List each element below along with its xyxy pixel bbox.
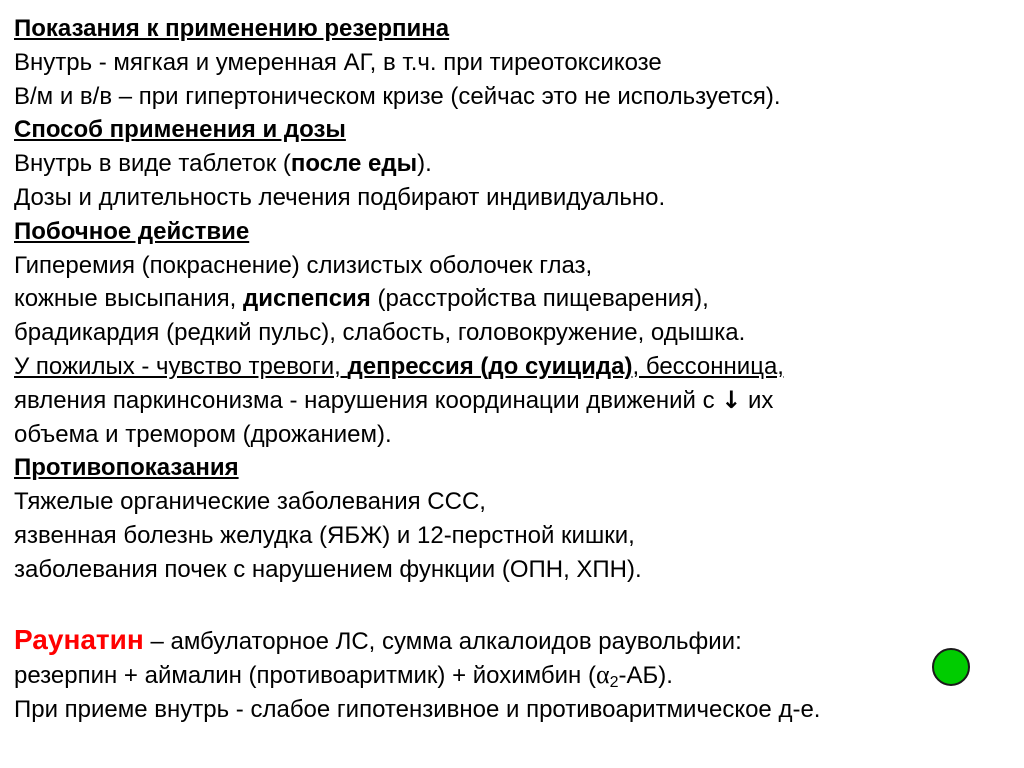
side-effects-line-4-pre: У пожилых - чувство тревоги,	[14, 352, 348, 380]
contraindications-line-3: заболевания почек с нарушением функции (ОПН, ХПН).	[14, 555, 642, 583]
down-arrow-icon: ↓	[721, 385, 742, 414]
raunatin-line-2	[14, 658, 1014, 693]
side-effects-line-4-underlined	[14, 353, 784, 380]
side-effects-line-5	[14, 384, 1014, 418]
raunatin-line-1-rest: – амбулаторное ЛС, сумма алкалоидов раувольфии:	[143, 627, 742, 655]
side-effects-line-4-bold: депрессия (до суицида)	[347, 352, 633, 380]
side-effects-line-4-post: , бессонница,	[632, 352, 784, 380]
heading-contraindications: Противопоказания	[14, 454, 239, 482]
side-effects-line-2-pre: кожные высыпания,	[14, 285, 244, 313]
green-circle-icon	[932, 648, 970, 686]
raunatin-line-2-pre: резерпин + аймалин (противоаритмик) + йохимбин (	[14, 662, 596, 690]
side-effects-line-2	[14, 282, 1014, 316]
alpha-subscript: 2	[609, 674, 619, 692]
side-effects-line-4	[14, 350, 1014, 384]
section-spacer	[14, 587, 1014, 623]
side-effects-line-5-post: их	[741, 386, 774, 414]
dosing-line-1-pre: Внутрь в виде таблеток (	[14, 150, 291, 178]
alpha-symbol: α	[595, 660, 610, 690]
dosing-line-2: Дозы и длительность лечения подбирают индивидуально.	[14, 183, 666, 211]
side-effects-line-2-bold: диспепсия	[243, 285, 371, 313]
heading-side-effects: Побочное действие	[14, 217, 250, 245]
dosing-line-1-bold: после еды	[290, 150, 418, 178]
indications-line-1: Внутрь - мягкая и умеренная АГ, в т.ч. при тиреотоксикозе	[14, 48, 662, 76]
heading-indications: Показания к применению резерпина	[14, 15, 450, 42]
side-effects-line-3: брадикардия (редкий пульс), слабость, головокружение, одышка.	[14, 319, 746, 347]
side-effects-line-6: объема и тремором (дрожанием).	[14, 420, 392, 448]
side-effects-line-1: Гиперемия (покраснение) слизистых оболочек глаз,	[14, 251, 593, 279]
slide-content	[14, 12, 1014, 727]
raunatin-title: Раунатин	[14, 623, 144, 655]
raunatin-line-1	[14, 623, 1014, 659]
contraindications-line-2: язвенная болезнь желудка (ЯБЖ) и 12-перстной кишки,	[14, 521, 635, 549]
contraindications-line-1: Тяжелые органические заболевания ССС,	[14, 488, 486, 516]
side-effects-line-5-pre: явления паркинсонизма - нарушения координации движений с	[14, 386, 722, 414]
indications-line-2: В/м и в/в – при гипертоническом кризе (сейчас это не используется).	[14, 82, 781, 110]
heading-dosing: Способ применения и дозы	[14, 116, 346, 144]
dosing-line-1-post: ).	[417, 150, 432, 178]
dosing-line-1	[14, 147, 1014, 181]
raunatin-line-3: При приеме внутрь - слабое гипотензивное и противоаритмическое д-е.	[14, 696, 821, 724]
side-effects-line-2-post: (расстройства пищеварения),	[370, 285, 709, 313]
raunatin-line-2-post: -АБ).	[618, 662, 673, 690]
